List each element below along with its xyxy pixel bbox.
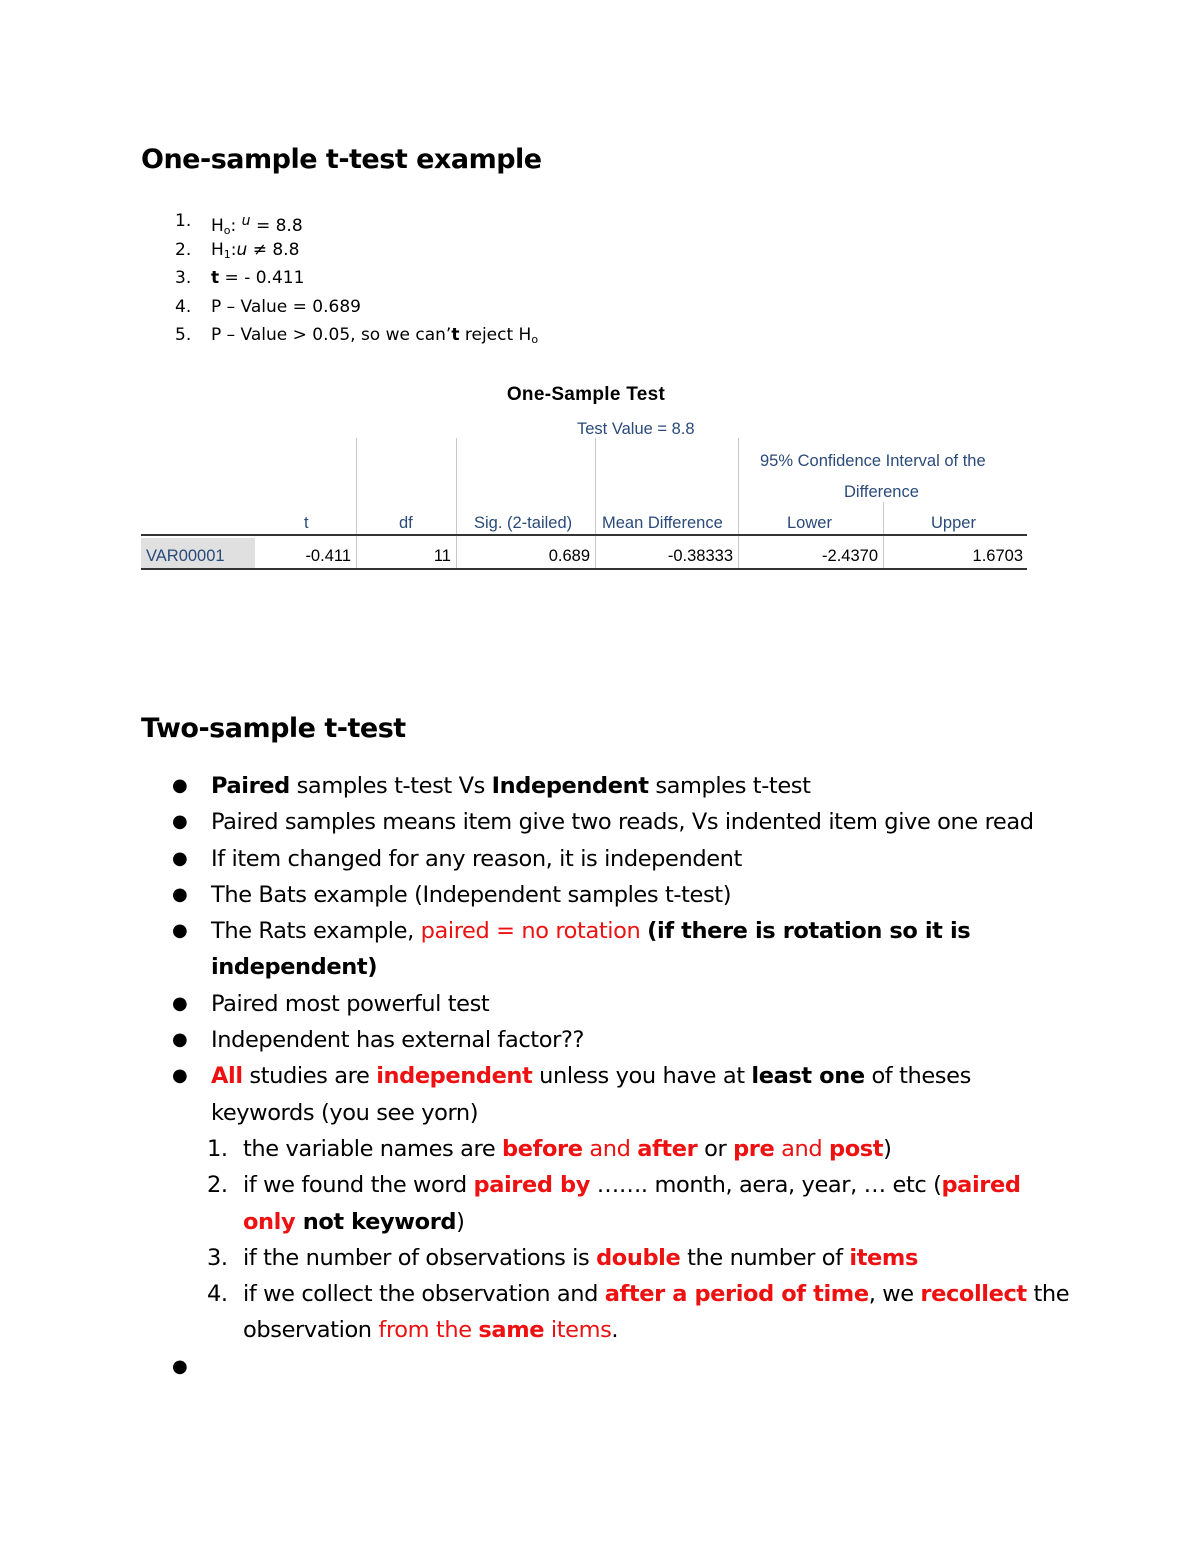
text-run: post: [828, 1135, 884, 1162]
text-run: ): [456, 1208, 465, 1235]
col-header-df: df: [399, 514, 413, 532]
cell-mean-diff: -0.38333: [667, 547, 733, 565]
text-run: items: [849, 1244, 918, 1271]
criteria-number: 4.: [207, 1281, 228, 1308]
bullet-item: [172, 804, 1072, 840]
text-run: studies are: [242, 1063, 377, 1090]
text-run: least one: [751, 1063, 865, 1090]
text-run: ≠ 8.8: [247, 239, 300, 260]
one-sample-test-table: [141, 380, 1031, 580]
step-number: 5.: [175, 325, 192, 346]
cell-lower: -2.4370: [822, 547, 878, 565]
text-run: Independent has external factor??: [211, 1027, 585, 1054]
text-run: H: [211, 216, 224, 236]
text-run: samples t-test Vs: [289, 773, 492, 799]
cell-t: -0.411: [305, 547, 351, 565]
bullet-item: [172, 841, 1072, 877]
text-run: after: [637, 1135, 698, 1162]
bullet-item: [172, 1058, 1072, 1131]
bullet-dot-icon: ●: [172, 1029, 188, 1051]
two-sample-bullet-list: [172, 768, 1072, 1385]
text-run: The Rats example,: [211, 918, 421, 945]
step-number: 4.: [175, 296, 192, 317]
col-header-sig: Sig. (2-tailed): [474, 514, 573, 532]
step-number: 1.: [175, 211, 192, 231]
ci-header-line2: Difference: [844, 483, 919, 501]
cell-df: 11: [433, 547, 451, 565]
text-run: recollect: [920, 1281, 1027, 1308]
bullet-dot-icon: ●: [172, 847, 188, 869]
text-run: before: [502, 1135, 583, 1162]
bullet-item: [172, 1022, 1072, 1058]
bullet-dot-icon: ●: [172, 992, 188, 1014]
text-run: items: [544, 1317, 612, 1344]
text-run: H: [211, 239, 224, 260]
header-rule: [141, 534, 1027, 536]
test-value-header: Test Value = 8.8: [577, 420, 695, 438]
criteria-number: 2.: [207, 1172, 228, 1199]
text-run: paired only: [243, 1172, 1021, 1235]
bullet-dot-icon: ●: [172, 1065, 188, 1087]
text-run: pre: [733, 1135, 775, 1162]
text-run: if we collect the observation and: [243, 1281, 605, 1308]
hypothesis-steps-list: [175, 207, 538, 350]
text-run: from the: [378, 1317, 479, 1344]
bullet-item: [172, 877, 1072, 913]
cell-sig: 0.689: [548, 547, 590, 565]
text-run: independent: [376, 1063, 533, 1090]
col-header-t: t: [304, 514, 309, 532]
text-run: u: [241, 213, 251, 229]
text-run: same: [478, 1317, 545, 1344]
text-run: t: [211, 268, 220, 289]
cell-upper: 1.6703: [972, 547, 1023, 565]
bullet-dot-icon: ●: [172, 811, 188, 833]
text-run: , we: [868, 1281, 921, 1308]
text-run: Paired samples means item give two reads, Vs indented item give one read: [211, 809, 1034, 836]
bullet-dot-icon: ●: [172, 775, 188, 796]
text-run: if the number of observations is: [243, 1244, 597, 1271]
text-run: Paired: [211, 773, 290, 799]
bullet-item: [172, 986, 1072, 1022]
text-run: .: [611, 1317, 619, 1344]
text-run: unless you have at: [532, 1063, 752, 1090]
bullet-dot-icon: ●: [172, 1355, 188, 1377]
text-run: or: [697, 1135, 734, 1162]
text-run: not keyword: [295, 1208, 457, 1235]
step-number: 2.: [175, 239, 192, 260]
criteria-number: 1.: [207, 1135, 228, 1162]
text-run: paired by: [473, 1172, 590, 1199]
text-run: of theses keywords (you see yorn): [211, 1063, 971, 1126]
text-run: ……. month, aera, year, … etc (: [589, 1172, 942, 1199]
row-label: VAR00001: [146, 547, 225, 565]
text-run: the number of: [680, 1244, 850, 1271]
text-run: 1: [223, 247, 231, 261]
criteria-item: [172, 1276, 1072, 1349]
text-run: after a period of time: [604, 1281, 869, 1308]
text-run: :: [230, 216, 242, 236]
text-run: reject H: [459, 325, 532, 346]
keyword-criteria-list: [172, 1131, 1072, 1349]
bullet-item: [172, 768, 1072, 804]
text-run: Paired most powerful test: [211, 990, 490, 1017]
criteria-item: [172, 1167, 1072, 1240]
text-run: (if there is rotation so it is independent): [211, 918, 971, 981]
section-title-two-sample: Two-sample t-test: [141, 713, 406, 744]
hypothesis-step: [175, 293, 538, 322]
hypothesis-step: [175, 207, 538, 236]
text-run: ): [883, 1135, 892, 1162]
text-run: o: [531, 333, 539, 347]
section-title-one-sample: One-sample t-test example: [141, 144, 542, 175]
text-run: = 8.8: [250, 216, 303, 236]
text-run: = - 0.411: [219, 268, 305, 289]
col-header-lower: Lower: [787, 514, 832, 532]
col-header-upper: Upper: [931, 514, 976, 532]
text-run: t: [451, 325, 460, 346]
hypothesis-step: [175, 264, 538, 293]
col-header-mean-diff: Mean Difference: [602, 514, 723, 532]
step-number: 3.: [175, 268, 192, 289]
hypothesis-step: [175, 321, 538, 350]
text-run: paired = no rotation: [420, 918, 641, 945]
text-run: o: [223, 224, 231, 237]
text-run: samples t-test: [648, 773, 811, 799]
text-run: P – Value > 0.05, so we can’: [211, 325, 452, 346]
text-run: double: [596, 1244, 681, 1271]
text-run: if we found the word: [243, 1172, 474, 1199]
text-run: The Bats example (Independent samples t-test): [211, 881, 732, 908]
bullet-dot-icon: ●: [172, 920, 188, 942]
bullet-item-empty: [172, 1349, 1072, 1385]
ci-header-line1: 95% Confidence Interval of the: [760, 452, 986, 470]
bullet-dot-icon: ●: [172, 883, 188, 905]
hypothesis-step: [175, 236, 538, 265]
text-run: the observation: [243, 1281, 1070, 1344]
text-run: Independent: [491, 773, 649, 799]
table-title: One-Sample Test: [506, 384, 666, 405]
text-run: the variable names are: [243, 1135, 503, 1162]
criteria-item: [172, 1240, 1072, 1276]
text-run: and: [774, 1135, 829, 1162]
text-run: u: [236, 239, 248, 260]
bottom-rule: [141, 568, 1027, 570]
text-run: and: [582, 1135, 638, 1162]
criteria-item: [172, 1131, 1072, 1167]
keyword-criteria: [172, 1131, 1072, 1349]
text-run: P – Value = 0.689: [211, 296, 361, 317]
criteria-number: 3.: [207, 1244, 228, 1271]
text-run: All: [211, 1063, 243, 1090]
text-run: :: [230, 239, 237, 260]
text-run: If item changed for any reason, it is independent: [211, 845, 742, 872]
bullet-item: [172, 913, 1072, 986]
